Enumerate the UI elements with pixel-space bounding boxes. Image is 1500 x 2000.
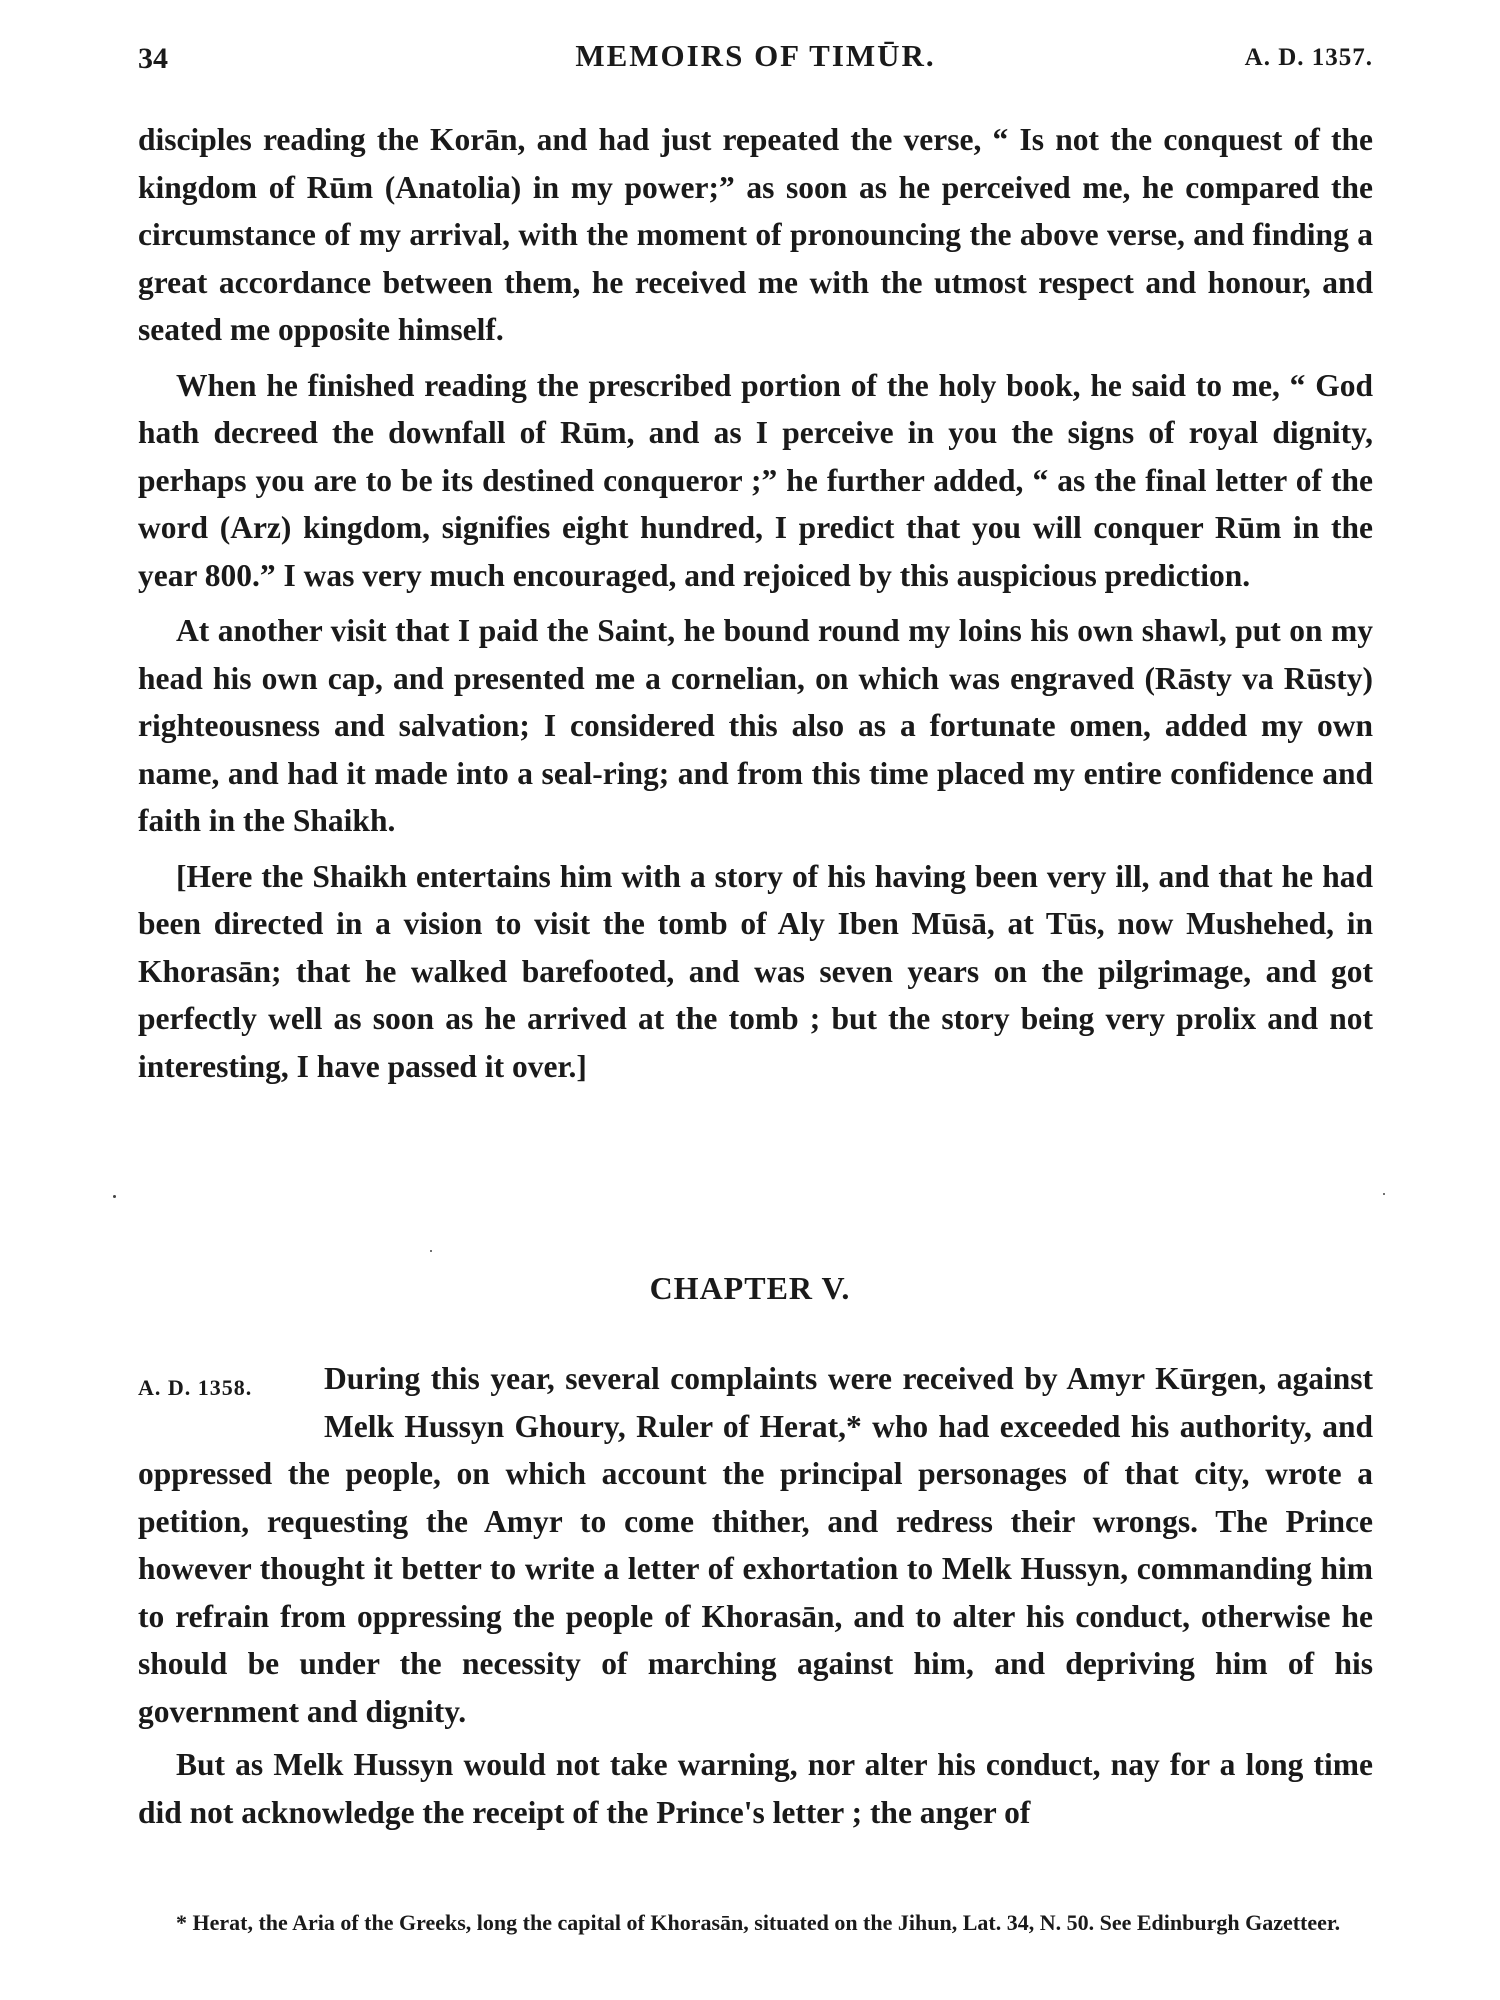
page-header: [138, 38, 1373, 88]
chapter-text: [138, 1355, 1373, 1836]
running-title: MEMOIRS OF TIMŪR.: [575, 38, 936, 73]
chapter-heading: CHAPTER V.: [649, 1270, 851, 1306]
chapter-paragraph: During this year, several complaints were received by Amyr Kūrgen, against Melk Hussyn Ghoury, Ruler of Herat,* who had exceeded his authority, and oppressed the people, on which account the principal personages of that city, wrote a petition, requesting the Amyr to come thither, and redress their wrongs. The Prince however thought it better to write a letter of exhortation to Melk Hussyn, commanding him to refrain from oppressing the people of Khorasān, and to alter his conduct, otherwise he should be under the necessity of marching against him, and depriving him of his government and dignity.: [138, 1361, 1373, 1729]
print-speck: [1383, 1193, 1385, 1195]
paragraph: When he finished reading the prescribed portion of the holy book, he said to me, “ God hath decreed the downfall of Rūm, and as I perceive in you the signs of royal dignity, perhaps you are to be its destined conqueror ;” he further added, “ as the final letter of the word (Arz) kingdom, signifies eight hundred, I predict that you will conquer Rūm in the year 800.” I was very much encouraged, and rejoiced by this auspicious prediction.: [138, 367, 1373, 593]
print-speck: [113, 1195, 116, 1198]
paragraph-continued: disciples reading the Korān, and had just repeated the verse, “ Is not the conquest of the kingdom of Rūm (Anatolia) in my power;” as soon as he perceived me, he compared the circumstance of my arrival, with the moment of pronouncing the above verse, and finding a great accordance between them, he received me with the utmost respect and honour, and seated me opposite himself.: [138, 122, 1373, 347]
paragraph: At another visit that I paid the Saint, he bound round my loins his own shawl, put on my head his own cap, and presented me a cornelian, on which was engraved (Rāsty va Rūsty) righteousness and salvation; I considered this also as a fortunate omen, added my own name, and had it made into a seal-ring; and from this time placed my entire confidence and faith in the Shaikh.: [138, 613, 1373, 838]
footnote: [138, 1905, 1373, 1941]
margin-date: A. D. 1358.: [138, 1375, 253, 1400]
footnote-text: * Herat, the Aria of the Greeks, long the capital of Khorasān, situated on the Jihun, Lat. 34, N. 50. See Edinburgh Gazetteer.: [176, 1910, 1341, 1935]
body-text: [138, 116, 1373, 1090]
chapter-paragraph: But as Melk Hussyn would not take warning, nor alter his conduct, nay for a long time did not acknowledge the receipt of the Prince's letter ; the anger of: [138, 1747, 1373, 1830]
header-date: A. D. 1357.: [1244, 44, 1373, 71]
paragraph-bracketed-note: [Here the Shaikh entertains him with a story of his having been very ill, and that he had been directed in a vision to visit the tomb of Aly Iben Mūsā, at Tūs, now Mushehed, in Khorasān; that he walked barefooted, and was seven years on the pilgrimage, and got perfectly well as soon as he arrived at the tomb ; but the story being very prolix and not interesting, I have passed it over.]: [138, 858, 1373, 1084]
page-number: 34: [138, 42, 168, 75]
print-speck: [430, 1250, 432, 1252]
